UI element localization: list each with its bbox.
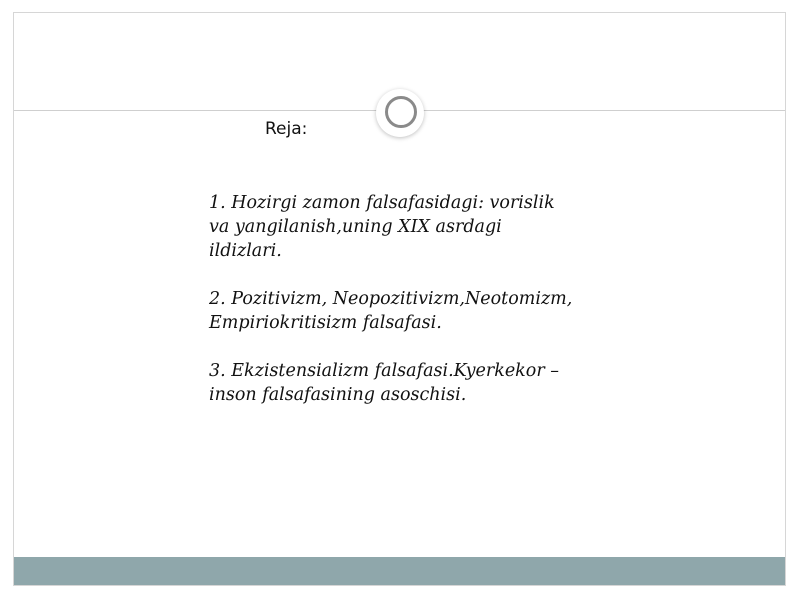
slide-content [209,191,619,431]
list-item [209,359,619,407]
list-item-line: ildizlari. [209,241,282,261]
list-item-line: Empiriokritisizm falsafasi. [209,313,442,333]
list-item-line: inson falsafasining asoschisi. [209,385,467,405]
list-item-line: 2. Pozitivizm, Neopozitivizm,Neotomizm, [209,289,573,309]
list-item-line: 1. Hozirgi zamon falsafasidagi: vorislik [209,193,555,213]
list-item-line: va yangilanish,uning XIX asrdagi [209,217,502,237]
list-item-line: 3. Ekzistensializm falsafasi.Kyerkekor – [209,361,559,381]
list-item [209,287,619,335]
footer-bar [14,557,785,585]
slide-title: Reja: [265,119,308,139]
circle-ornament-icon [376,89,424,137]
list-item [209,191,619,263]
slide [13,12,786,586]
